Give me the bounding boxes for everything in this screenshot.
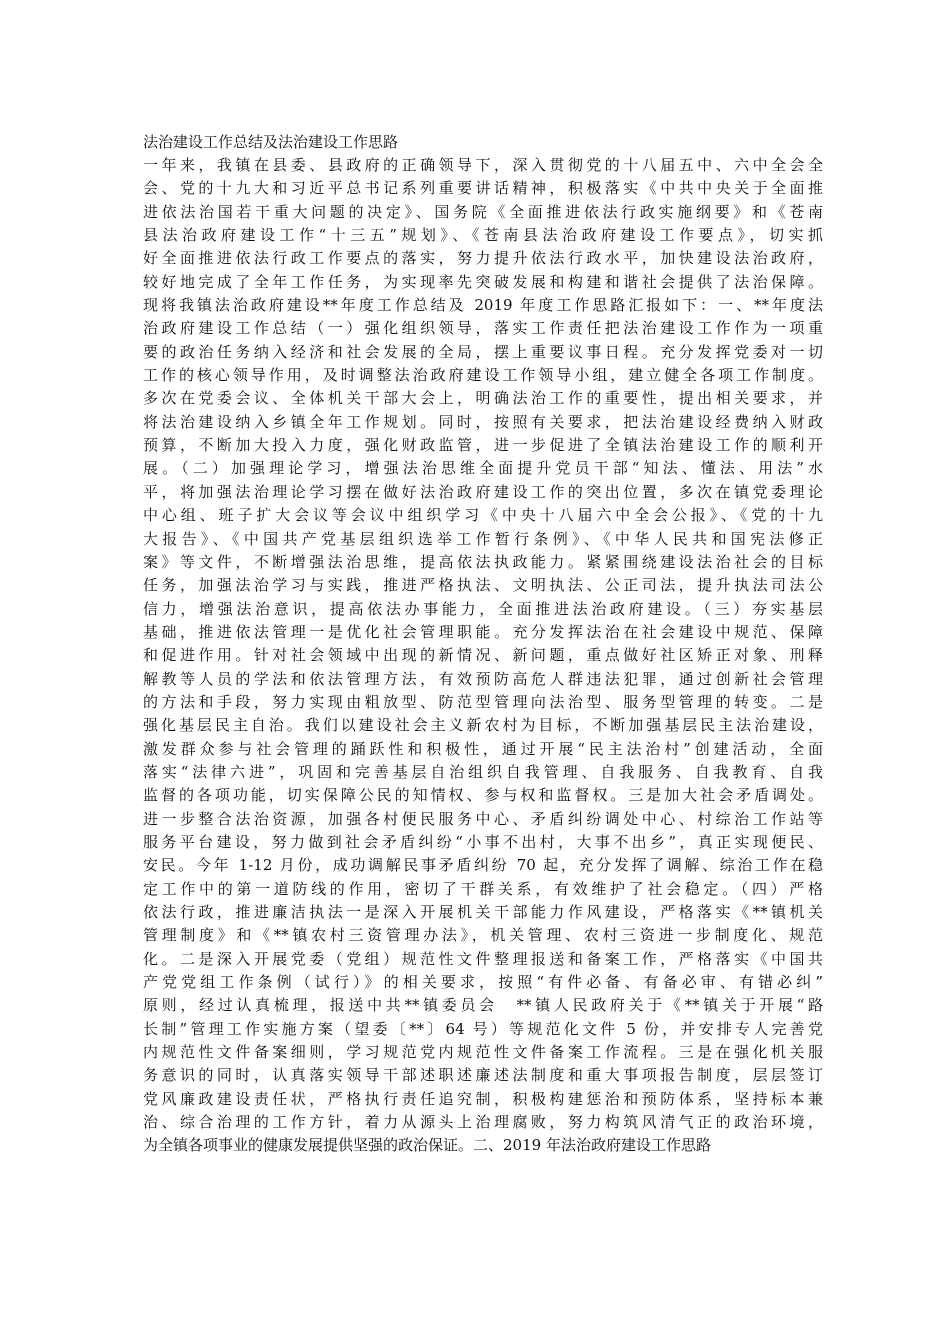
body-line: 务意识的同时，认真落实领导干部述职述廉述法制度和重大事项报告制度，层层签订: [143, 1066, 823, 1085]
body-line: 管理制度》和《**镇农村三资管理办法》，机关管理、农村三资进一步制度化、规范: [143, 926, 823, 945]
body-line: 化。二是深入开展党委（党组）规范性文件整理报送和备案工作，严格落实《中国共: [143, 949, 823, 968]
body-line: 解教等人员的学法和依法管理方法，有效预防高危人群违法犯罪，通过创新社会管理: [143, 669, 823, 688]
body-line: 较好地完成了全年工作任务，为实现率先突破发展和构建和谐社会提供了法治保障。: [143, 272, 823, 291]
body-line: 产党党组工作条例（试行）》的相关要求，按照“有件必备、有备必审、有错必纠”: [143, 973, 823, 992]
body-line: 中心组、班子扩大会议等会议中组织学习《中央十八届六中全会公报》、《党的十九: [143, 506, 823, 525]
body-line: 长制”管理工作实施方案（望委〔**〕64 号）等规范化文件 5 份，并安排专人完善党: [143, 1019, 823, 1038]
body-line: 进依法治国若干重大问题的决定》、国务院《全面推进依法行政实施纲要》和《苍南: [143, 202, 823, 221]
document-body: [143, 154, 823, 1158]
body-line: 基础，推进依法管理一是优化社会管理职能。充分发挥法治在社会建设中规范、保障: [143, 622, 823, 641]
body-line: 预算，不断加大投入力度，强化财政监管，进一步促进了全镇法治建设工作的顺利开: [143, 436, 823, 455]
body-line: 展。（二）加强理论学习，增强法治思维全面提升党员干部“知法、懂法、用法”水: [143, 459, 823, 478]
body-line: 安民。今年 1-12 月份，成功调解民事矛盾纠纷 70 起，充分发挥了调解、综治工作在稳: [143, 856, 823, 875]
body-line: 的方法和手段，努力实现由粗放型、防范型管理向法治型、服务型管理的转变。二是: [143, 692, 823, 711]
body-line: 一年来，我镇在县委、县政府的正确领导下，深入贯彻党的十八届五中、六中全会全: [143, 156, 823, 174]
body-line: 依法行政，推进廉洁执法一是深入开展机关干部能力作风建设，严格落实《**镇机关: [143, 903, 823, 921]
body-line: 县法治政府建设工作“十三五”规划》、《苍南县法治政府建设工作要点》，切实抓: [143, 226, 823, 245]
body-line: 案》等文件，不断增强法治思维，提高依法执政能力。紧紧围绕建设法治社会的目标: [143, 552, 823, 571]
body-line: 内规范性文件备案细则，学习规范党内规范性文件备案工作流程。三是在强化机关服: [143, 1043, 823, 1062]
body-line: 定工作中的第一道防线的作用，密切了干群关系，有效维护了社会稳定。（四）严格: [143, 879, 823, 898]
body-line: 为全镇各项事业的健康发展提供坚强的政治保证。二、2019 年法治政府建设工作思路: [143, 1136, 711, 1155]
body-line: 激发群众参与社会管理的踊跃性和积极性，通过开展“民主法治村”创建活动，全面: [143, 739, 823, 758]
body-line: 任务，加强法治学习与实践，推进严格执法、文明执法、公正司法，提升执法司法公: [143, 576, 823, 595]
body-line: 会、党的十九大和习近平总书记系列重要讲话精神，积极落实《中共中央关于全面推: [143, 179, 823, 198]
body-line: 治、综合治理的工作方针，着力从源头上治理腐败，努力构筑风清气正的政治环境，: [143, 1113, 823, 1132]
body-line: 原则，经过认真梳理，报送中共**镇委员会 **镇人民政府关于《**镇关于开展“路: [143, 996, 823, 1015]
body-line: 平，将加强法治理论学习摆在做好法治政府建设工作的突出位置，多次在镇党委理论: [143, 482, 823, 501]
body-line: 好全面推进依法行政工作要点的落实，努力提升依法行政水平，加快建设法治政府，: [143, 249, 823, 268]
body-line: 治政府建设工作总结（一）强化组织领导，落实工作责任把法治建设工作作为一项重: [143, 319, 823, 338]
body-line: 服务平台建设，努力做到社会矛盾纠纷“小事不出村，大事不出乡”，真正实现便民、: [143, 832, 823, 851]
document-title: 法治建设工作总结及法治建设工作思路: [143, 133, 399, 151]
body-line: 要的政治任务纳入经济和社会发展的全局，摆上重要议事日程。充分发挥党委对一切: [143, 342, 823, 361]
document-content: [143, 131, 823, 1158]
body-line: 现将我镇法治政府建设**年度工作总结及 2019 年度工作思路汇报如下：一、**年度法: [143, 296, 823, 315]
body-line: 党风廉政建设责任状，严格执行责任追究制，积极构建惩治和预防体系，坚持标本兼: [143, 1089, 823, 1108]
body-line: 大报告》、《中国共产党基层组织选举工作暂行条例》、《中华人民共和国宪法修正: [143, 529, 823, 548]
body-line: 强化基层民主自治。我们以建设社会主义新农村为目标，不断加强基层民主法治建设，: [143, 716, 823, 735]
body-line: 多次在党委会议、全体机关干部大会上，明确法治工作的重要性，提出相关要求，并: [143, 389, 823, 408]
body-line: 监督的各项功能，切实保障公民的知情权、参与权和监督权。三是加大社会矛盾调处。: [143, 786, 823, 805]
body-line: 进一步整合法治资源，加强各村便民服务中心、矛盾纠纷调处中心、村综治工作站等: [143, 809, 823, 828]
body-line: 和促进作用。针对社会领域中出现的新情况、新问题，重点做好社区矫正对象、刑释: [143, 646, 823, 665]
body-line: 落实“法律六进”，巩固和完善基层自治组织自我管理、自我服务、自我教育、自我: [143, 762, 823, 781]
body-line: 信力，增强法治意识，提高依法办事能力，全面推进法治政府建设。（三）夯实基层: [143, 599, 823, 618]
body-line: 将法治建设纳入乡镇全年工作规划。同时，按照有关要求，把法治建设经费纳入财政: [143, 412, 823, 431]
body-line: 工作的核心领导作用，及时调整法治政府建设工作领导小组，建立健全各项工作制度。: [143, 366, 823, 385]
